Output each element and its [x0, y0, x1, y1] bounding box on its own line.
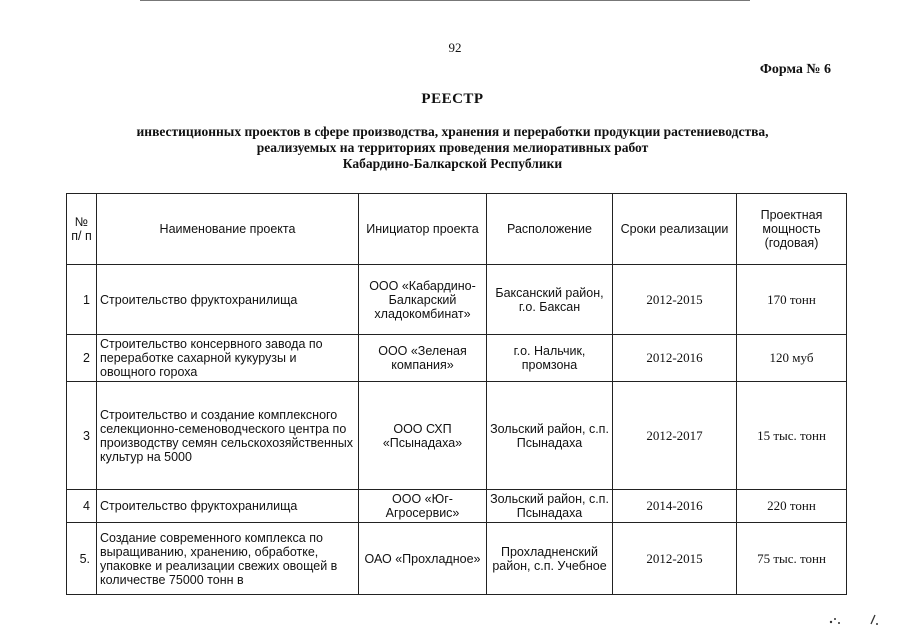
row-period: 2012-2015	[613, 265, 737, 335]
table-row	[67, 523, 847, 595]
table-header-row	[67, 194, 847, 265]
row-name: Строительство фруктохранилища	[97, 490, 359, 523]
row-location: Зольский район, с.п. Псынадаха	[487, 382, 613, 490]
row-period: 2012-2015	[613, 523, 737, 595]
header-num: № п/ п	[67, 194, 97, 265]
header-capacity: Проектная мощность (годовая)	[737, 194, 847, 265]
header-initiator: Инициатор проекта	[359, 194, 487, 265]
row-num: 5.	[67, 523, 97, 595]
row-capacity: 220 тонн	[737, 490, 847, 523]
row-name: Строительство и создание комплексного селекционно-семеноводческого центра по производству семян сельскохозяйственных культур на 5000	[97, 382, 359, 490]
registry-table	[66, 193, 847, 595]
table-row	[67, 335, 847, 382]
row-location: Прохладненский район, с.п. Учебное	[487, 523, 613, 595]
header-name: Наименование проекта	[97, 194, 359, 265]
table-row	[67, 265, 847, 335]
row-name: Создание современного комплекса по выращиванию, хранению, обработке, упаковке и реализации свежих овощей в количестве 75000 тонн в	[97, 523, 359, 595]
row-num: 3	[67, 382, 97, 490]
subtitle-line-3: Кабардино-Балкарской Республики	[342, 156, 563, 171]
row-num: 1	[67, 265, 97, 335]
form-label: Форма № 6	[759, 62, 831, 77]
row-location: г.о. Нальчик, промзона	[487, 335, 613, 382]
row-name: Строительство фруктохранилища	[97, 265, 359, 335]
row-initiator: ОАО «Прохладное»	[359, 523, 487, 595]
document-title: РЕЕСТР	[421, 91, 484, 107]
row-location: Зольский район, с.п. Псынадаха	[487, 490, 613, 523]
row-capacity: 15 тыс. тонн	[737, 382, 847, 490]
row-initiator: ООО «Юг-Агросервис»	[359, 490, 487, 523]
top-rule	[140, 0, 750, 1]
document-subtitle	[60, 124, 845, 172]
row-name: Строительство консервного завода по переработке сахарной кукурузы и овощного гороха	[97, 335, 359, 382]
subtitle-line-2: реализуемых на территориях проведения мелиоративных работ	[256, 140, 649, 155]
page-number: 92	[448, 40, 462, 55]
row-num: 2	[67, 335, 97, 382]
row-capacity: 170 тонн	[737, 265, 847, 335]
row-initiator: ООО «Зеленая компания»	[359, 335, 487, 382]
header-period: Сроки реализации	[613, 194, 737, 265]
row-period: 2012-2017	[613, 382, 737, 490]
table-row	[67, 490, 847, 523]
subtitle-line-1: инвестиционных проектов в сфере производства, хранения и переработки продукции растениеводства,	[136, 124, 769, 139]
scan-marks	[825, 610, 885, 635]
row-period: 2012-2016	[613, 335, 737, 382]
scan-artifact-icon	[825, 610, 885, 630]
row-location: Баксанский район, г.о. Баксан	[487, 265, 613, 335]
header-location: Расположение	[487, 194, 613, 265]
table-row	[67, 382, 847, 490]
row-num: 4	[67, 490, 97, 523]
row-initiator: ООО СХП «Псынадаха»	[359, 382, 487, 490]
row-period: 2014-2016	[613, 490, 737, 523]
row-capacity: 120 муб	[737, 335, 847, 382]
row-initiator: ООО «Кабардино-Балкарский хладокомбинат»	[359, 265, 487, 335]
row-capacity: 75 тыс. тонн	[737, 523, 847, 595]
